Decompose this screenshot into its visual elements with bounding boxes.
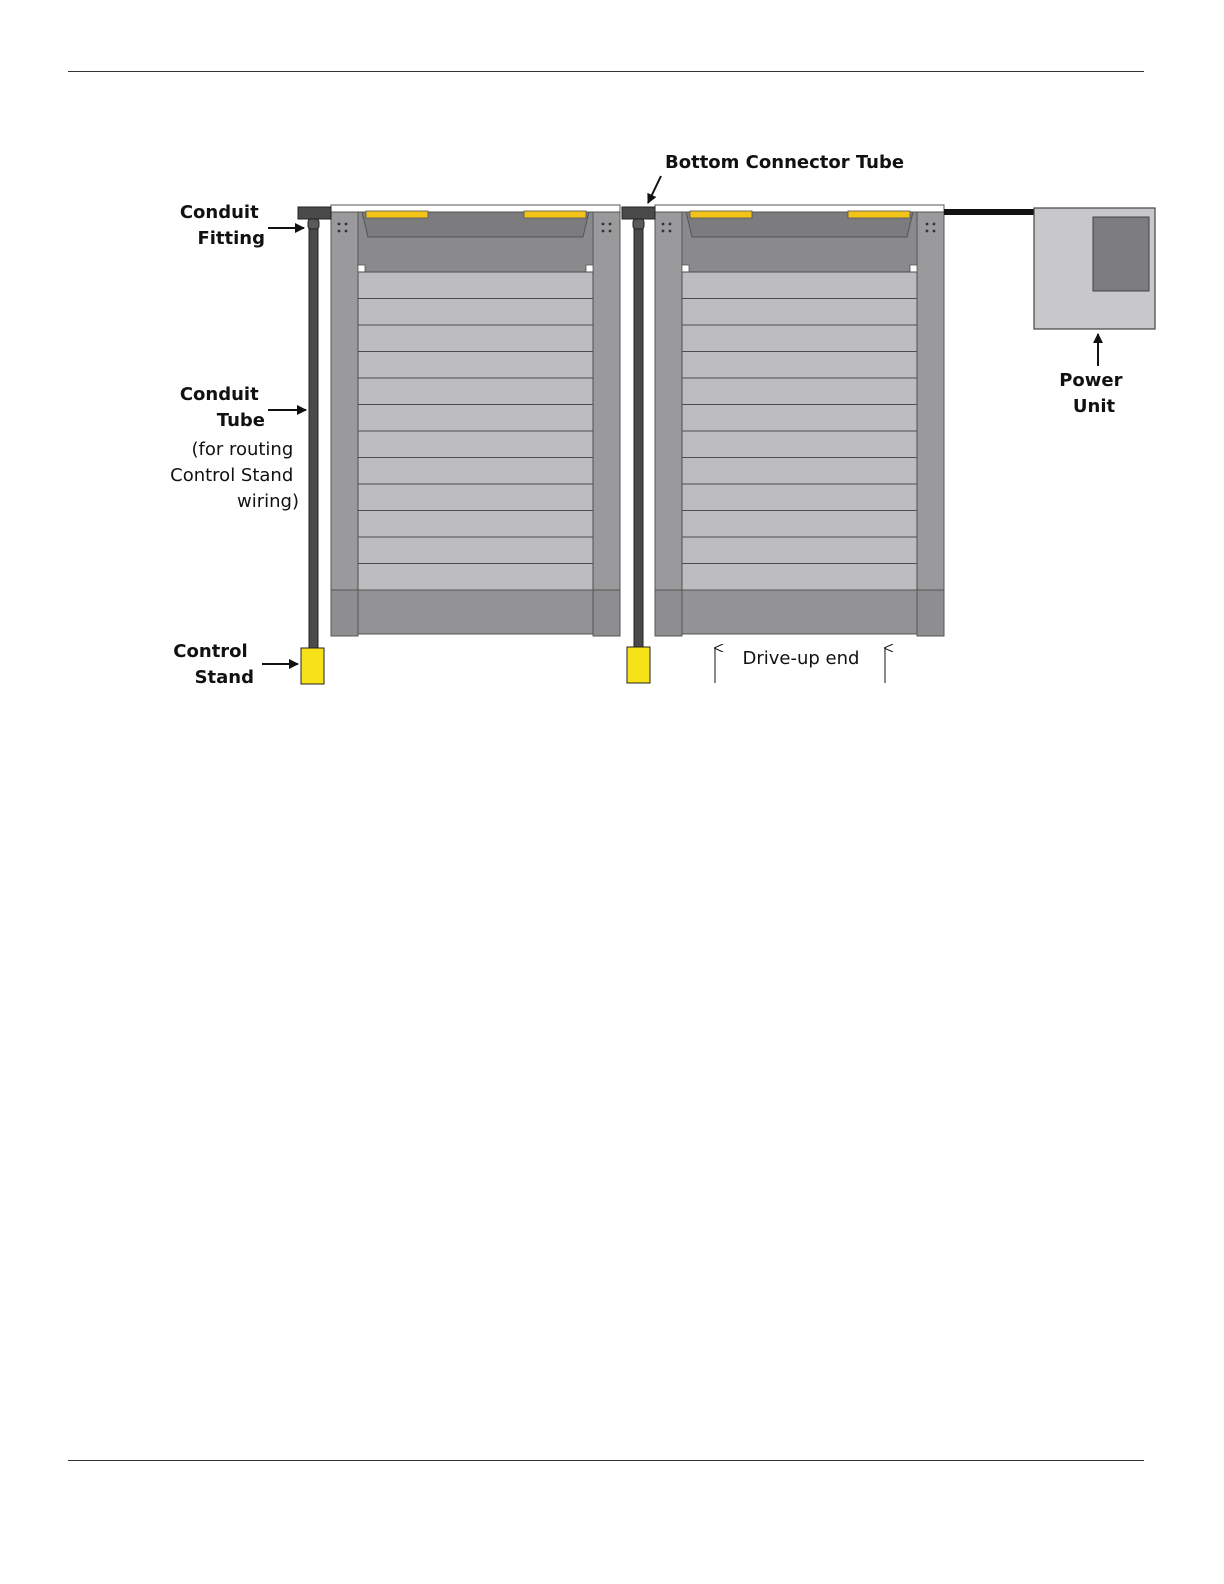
right-runway-reflector-2 xyxy=(848,211,910,218)
runway-slat xyxy=(358,405,593,432)
left-conduit-assembly xyxy=(298,207,331,684)
runway-slat xyxy=(358,564,593,591)
left-runway-slats xyxy=(358,272,593,590)
middle-conduit-assembly xyxy=(622,207,655,683)
right-runway-slats xyxy=(682,272,917,590)
runway-slat xyxy=(682,299,917,326)
runway-slat xyxy=(682,458,917,485)
control-stand xyxy=(301,648,324,684)
conduit-fitting xyxy=(298,207,331,219)
runway-slat xyxy=(682,564,917,591)
left-runway-reflector-2 xyxy=(524,211,586,218)
runway-slat xyxy=(358,299,593,326)
middle-conduit-tube xyxy=(634,229,643,649)
runway-slat xyxy=(682,537,917,564)
left-runway-right-rail xyxy=(593,208,620,636)
runway-slat xyxy=(682,378,917,405)
runway-slat xyxy=(358,484,593,511)
runway-slat xyxy=(682,272,917,299)
power-unit-panel xyxy=(1093,217,1149,291)
right-runway-reflector-1 xyxy=(690,211,752,218)
runway-slat xyxy=(682,484,917,511)
runway-slat xyxy=(358,378,593,405)
right-runway-end-plate xyxy=(682,590,917,634)
runway-slat xyxy=(358,511,593,538)
right-runway-left-rail xyxy=(655,208,682,636)
bottom-connector-tube xyxy=(622,207,655,219)
left-runway xyxy=(331,205,620,636)
left-runway-reflector-1 xyxy=(366,211,428,218)
left-runway-end-plate xyxy=(358,590,593,634)
runway-slat xyxy=(358,272,593,299)
conduit-tube-note: (for routing Control Stand wiring) xyxy=(170,439,299,512)
runway-slat xyxy=(682,405,917,432)
lift-layout-diagram xyxy=(0,0,1224,760)
left-runway-left-rail xyxy=(331,208,358,636)
power-cable xyxy=(944,209,1035,215)
runway-slat xyxy=(682,511,917,538)
control-stand-label: Control Stand xyxy=(173,641,254,688)
runway-slat xyxy=(682,325,917,352)
runway-slat xyxy=(358,352,593,379)
conduit-tube-label: Conduit Tube xyxy=(179,384,265,431)
bottom-rule xyxy=(68,1460,1144,1461)
runway-slat xyxy=(358,458,593,485)
right-runway-right-rail xyxy=(917,208,944,636)
runway-slat xyxy=(682,431,917,458)
power-unit-label: Power Unit xyxy=(1059,370,1123,417)
runway-slat xyxy=(682,352,917,379)
middle-control-stand xyxy=(627,647,650,683)
conduit-tube xyxy=(309,229,318,649)
power-unit-assembly xyxy=(944,208,1155,329)
bottom-connector-tube-label: Bottom Connector Tube xyxy=(665,152,905,173)
runway-slat xyxy=(358,431,593,458)
runway-slat xyxy=(358,325,593,352)
right-runway xyxy=(655,205,944,636)
drive-up-end-label: Drive-up end xyxy=(742,648,860,669)
conduit-fitting-knuckle xyxy=(308,219,319,229)
bottom-connector-tube-arrow xyxy=(648,176,661,203)
conduit-fitting-label: Conduit Fitting xyxy=(179,202,265,249)
runway-slat xyxy=(358,537,593,564)
